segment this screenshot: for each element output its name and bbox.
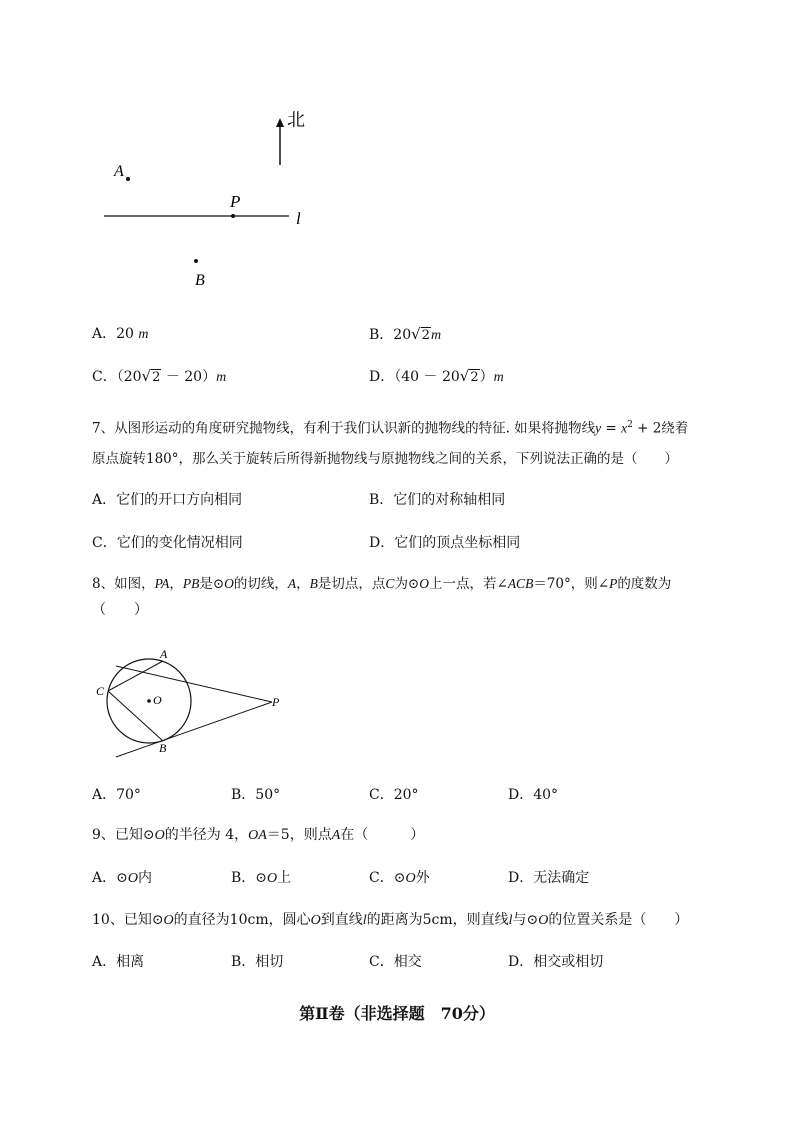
q8-option-d: D．40° <box>508 787 559 803</box>
q8-option-b: B．50° <box>231 787 281 803</box>
north-label: 北 <box>287 110 305 130</box>
chord-ca <box>108 661 163 691</box>
center-o-dot <box>147 699 151 703</box>
q7-option-b: B．它们的对称轴相同 <box>369 492 506 508</box>
q6-option-d: D．（40 － 20√2）m <box>369 367 504 385</box>
point-b-label: B <box>195 272 205 289</box>
q7-question-line2: 原点旋转180°，那么关于旋转后所得新抛物线与原抛物线之间的关系，下列说法正确的是（ ） <box>92 451 679 467</box>
point-b-label: B <box>159 741 167 755</box>
line-l-label: l <box>296 209 301 228</box>
q6-option-b: B．20√2m <box>369 325 442 343</box>
q8-option-c: C．20° <box>369 787 419 803</box>
point-a-label: A <box>160 647 168 661</box>
section-heading: 第Ⅱ卷（非选择题 70分） <box>299 1004 495 1023</box>
point-a-dot <box>126 177 130 181</box>
point-p-label: P <box>272 695 280 709</box>
q7-question-line1: 7、从图形运动的角度研究抛物线，有利于我们认识新的抛物线的特征. 如果将抛物线$y = x^2 + 2$绕着 <box>92 420 689 437</box>
q10-question: 10、已知⊙O的直径为10cm，圆心O到直线l的距离为5cm，则直线l与⊙O的位置关系是（ ） <box>92 912 689 928</box>
q10-option-d: D．相交或相切 <box>508 954 604 970</box>
q7-option-d: D．它们的顶点坐标相同 <box>369 535 521 551</box>
tangent-circle-figure <box>90 640 300 765</box>
tangent-pa <box>116 666 272 702</box>
q7-option-a: A．它们的开口方向相同 <box>92 492 243 508</box>
q9-option-a: A．⊙O内 <box>92 870 152 886</box>
q8-option-a: A．70° <box>92 787 141 803</box>
center-o-label: O <box>153 693 162 707</box>
q10-option-c: C．相交 <box>369 954 422 970</box>
point-b-dot <box>194 259 198 263</box>
q9-question: 9、已知⊙O的半径为 4，OA＝5，则点A在（ ） <box>92 827 425 843</box>
direction-figure <box>90 100 330 300</box>
q7-option-c: C．它们的变化情况相同 <box>92 535 243 551</box>
q8-question-line2: （ ） <box>92 602 148 618</box>
q8-question-line1: 8、如图，PA，PB是⊙O的切线，A，B是切点，点C为⊙O上一点，若∠ACB＝70°，则∠P的度数为 <box>92 576 672 592</box>
q9-option-c: C．⊙O外 <box>369 870 430 886</box>
q10-option-b: B．相切 <box>231 954 284 970</box>
point-p-label: P <box>230 192 241 211</box>
q6-option-a: A．20 m <box>92 326 149 342</box>
q9-option-d: D．无法确定 <box>508 870 590 886</box>
q9-option-b: B．⊙O上 <box>231 870 292 886</box>
q6-option-c: C．（20√2 － 20）m <box>92 367 227 385</box>
q10-option-a: A．相离 <box>92 954 145 970</box>
point-c-label: C <box>96 684 105 698</box>
point-a-label: A <box>114 163 124 180</box>
sqrt-symbol: √2 <box>141 367 161 385</box>
sqrt-symbol: √2 <box>459 367 479 385</box>
north-arrow-head-icon <box>276 118 284 127</box>
sqrt-symbol: √2 <box>411 325 430 343</box>
point-p-dot <box>231 214 235 218</box>
tangent-pb <box>116 702 272 757</box>
